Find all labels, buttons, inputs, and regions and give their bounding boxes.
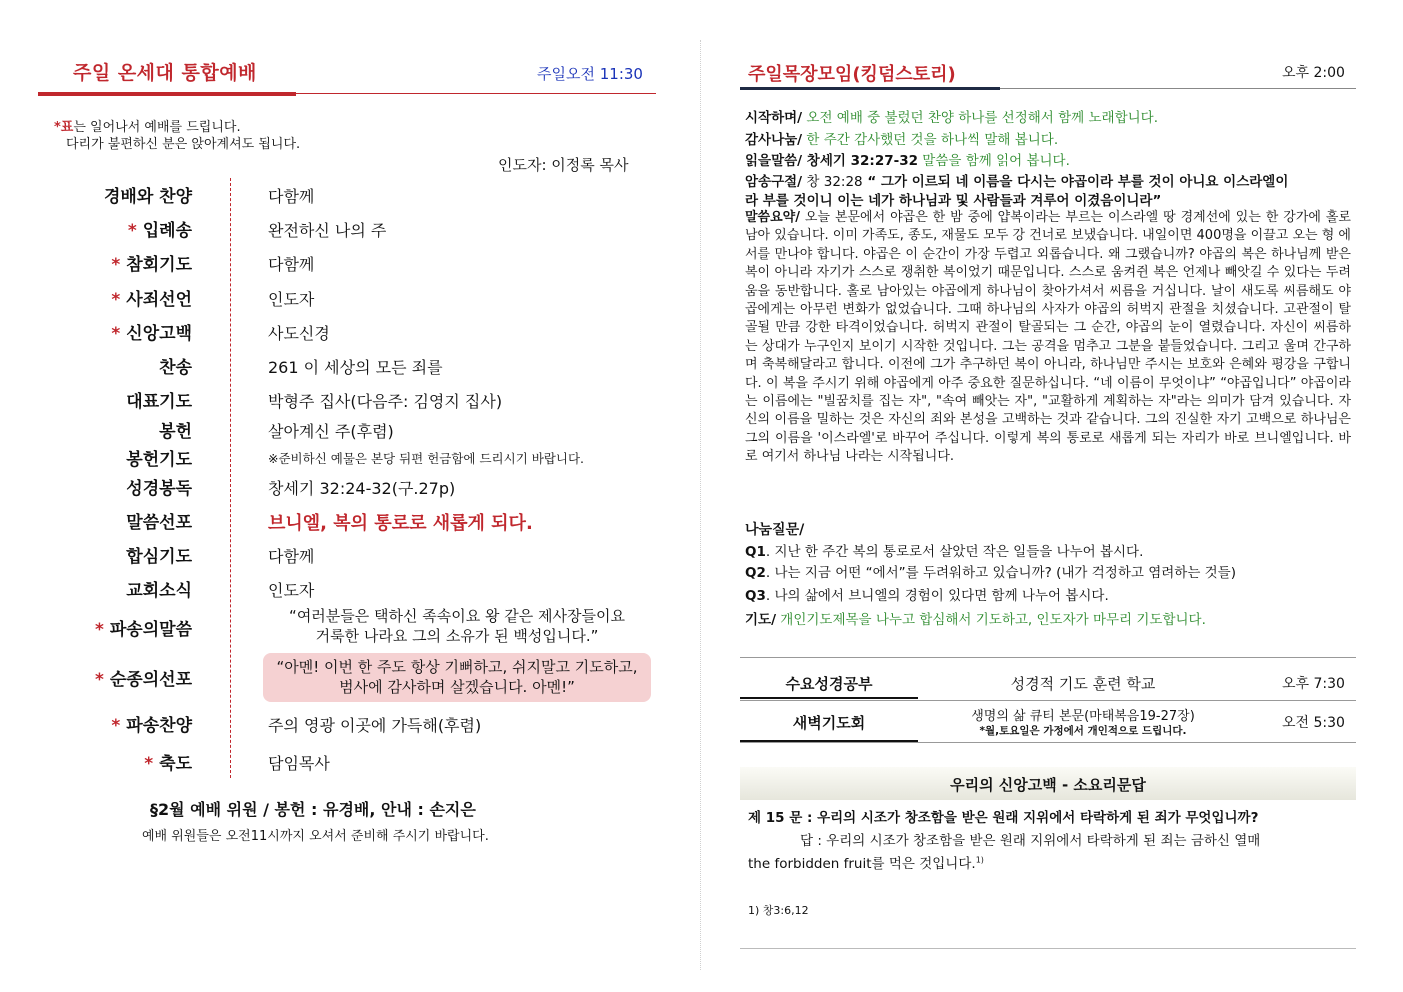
order-content-scripture-reading: 창세기 32:24-32(구.27p) bbox=[268, 479, 456, 498]
order-content-unison-prayer: 다함께 bbox=[268, 547, 315, 566]
order-label-confession-prayer: * 참회기도 bbox=[111, 255, 192, 275]
order-label-sending-song: * 파송찬양 bbox=[111, 716, 192, 736]
order-label-sending-word: * 파송의말씀 bbox=[94, 620, 192, 640]
order-content-offering-prayer: ※준비하신 예물은 본당 뒤편 헌금함에 드리시기 바랍니다. bbox=[268, 451, 585, 466]
title-underline-red bbox=[38, 92, 296, 96]
reading-line: 읽을말씀/ 창세기 32:27-32 말씀을 함께 읽어 봅니다. bbox=[745, 153, 1070, 169]
order-label-offering-prayer: 봉헌기도 bbox=[126, 450, 192, 470]
notice-text: 는 일어나서 예배를 드립니다. bbox=[73, 120, 241, 135]
footer-rule bbox=[740, 948, 1356, 949]
wednesday-study-label: 수요성경공부 bbox=[785, 675, 873, 693]
order-label-obedience-declaration: * 순종의선포 bbox=[94, 670, 192, 690]
order-content-praise: 다함께 bbox=[268, 187, 315, 206]
dawn-prayer-time: 오전 5:30 bbox=[1282, 715, 1345, 731]
wednesday-label-underline bbox=[740, 697, 918, 699]
order-divider-line bbox=[230, 178, 231, 778]
order-label-praise: 경배와 찬양 bbox=[103, 187, 192, 207]
order-content-sending-song: 주의 영광 이곳에 가득해(후렴) bbox=[268, 716, 482, 735]
thanks-line: 감사나눔/ 한 주간 감사했던 것을 하나씩 말해 봅니다. bbox=[745, 132, 1059, 148]
question-1: Q1. 지난 한 주간 복의 통로로서 살았던 작은 일들을 나누어 봅시다. bbox=[745, 544, 1144, 560]
worship-duty: §2월 예배 위원 / 봉헌 : 유경배, 안내 : 손지은 bbox=[150, 800, 476, 819]
order-label-church-news: 교회소식 bbox=[126, 581, 192, 601]
notice-star-mark: *표 bbox=[54, 120, 74, 135]
title-underline-line bbox=[296, 93, 656, 94]
order-label-hymn: 찬송 bbox=[159, 358, 192, 378]
order-content-sending-word: “여러분들은 택하신 족속이요 왕 같은 제사장들이요 거룩한 나라요 그의 소유가 된 백성입니다.” bbox=[289, 607, 625, 645]
order-content-obedience-declaration: “아멘! 이번 한 주도 항상 기뻐하고, 쉬지말고 기도하고, 범사에 감사하며 살겠습니다. 아멘!” bbox=[276, 658, 638, 696]
schedule-row-divider bbox=[740, 700, 1356, 701]
catechism-title: 우리의 신앙고백 - 소요리문답 bbox=[950, 776, 1146, 794]
schedule-bottom-border bbox=[740, 742, 1356, 743]
dawn-prayer-note: *월,토요일은 가정에서 개인적으로 드립니다. bbox=[979, 725, 1187, 737]
order-content-entrance-song: 완전하신 나의 주 bbox=[268, 221, 387, 240]
question-3: Q3. 나의 삶에서 브니엘의 경험이 있다면 함께 나누어 봅시다. bbox=[745, 588, 1109, 604]
footnote-ref: 1) bbox=[975, 855, 984, 865]
order-label-offering: 봉헌 bbox=[159, 422, 192, 442]
order-content-sermon-title: 브니엘, 복의 통로로 새롭게 되다. bbox=[268, 513, 533, 534]
seated-notice: 다리가 불편하신 분은 앉아계셔도 됩니다. bbox=[66, 137, 301, 152]
page-divider bbox=[700, 40, 701, 970]
order-label-representative-prayer: 대표기도 bbox=[126, 392, 192, 412]
title-underline-dark bbox=[740, 87, 1000, 90]
title-underline-line bbox=[1000, 88, 1356, 89]
left-page-title: 주일 온세대 통합예배 bbox=[73, 62, 257, 84]
order-label-sermon: 말씀선포 bbox=[126, 513, 192, 533]
order-content-hymn: 261 이 세상의 모든 죄를 bbox=[268, 358, 443, 377]
start-line: 시작하며/ 오전 예배 중 불렀던 찬양 하나를 선정해서 함께 노래합니다. bbox=[745, 110, 1159, 126]
order-label-benediction: * 축도 bbox=[144, 754, 192, 774]
worship-leader: 인도자: 이정록 목사 bbox=[498, 156, 629, 174]
meeting-time: 오후 2:00 bbox=[1282, 65, 1345, 81]
service-time: 주일오전 11:30 bbox=[537, 65, 643, 83]
memory-verse-line1: 암송구절/ 창 32:28 “ 그가 이르되 네 이름을 다시는 야곱이라 부를 것이 아니요 이스라엘이 bbox=[745, 174, 1289, 190]
wednesday-study-desc: 성경적 기도 훈련 학교 bbox=[1010, 675, 1156, 693]
right-page-title: 주일목장모임(킹덤스토리) bbox=[748, 64, 956, 85]
order-content-absolution: 인도자 bbox=[268, 290, 315, 309]
catechism-answer-continued: the forbidden fruit를 먹은 것입니다.$^{1)}$ bbox=[748, 855, 984, 872]
order-label-absolution: * 사죄선언 bbox=[111, 290, 192, 310]
wednesday-study-time: 오후 7:30 bbox=[1282, 676, 1345, 692]
order-label-unison-prayer: 합심기도 bbox=[126, 547, 192, 567]
question-2: Q2. 나는 지금 어떤 “에서”를 두려워하고 있습니까? (내가 걱정하고 염려하는 것들) bbox=[745, 565, 1236, 581]
catechism-question: 제 15 문 : 우리의 시조가 창조함을 받은 원래 지위에서 타락하게 된 죄가 무엇입니까? bbox=[748, 810, 1259, 826]
dawn-prayer-desc: 생명의 삶 큐티 본문(마태복음19-27장) bbox=[971, 709, 1195, 724]
order-content-confession-prayer: 다함께 bbox=[268, 255, 315, 274]
worship-duty-note: 예배 위원들은 오전11시까지 오셔서 준비해 주시기 바랍니다. bbox=[142, 829, 489, 844]
prayer-line: 기도/ 개인기도제목을 나누고 합심해서 기도하고, 인도자가 마무리 기도합니다. bbox=[745, 612, 1206, 628]
questions-heading: 나눔질문/ bbox=[745, 522, 805, 538]
order-content-creed: 사도신경 bbox=[268, 324, 330, 343]
order-label-scripture-reading: 성경봉독 bbox=[126, 479, 192, 499]
catechism-answer: 답 : 우리의 시조가 창조함을 받은 원래 지위에서 타락하게 된 죄는 금하신 열매 bbox=[800, 833, 1261, 849]
order-label-creed: * 신앙고백 bbox=[111, 324, 192, 344]
memory-verse-line2: 라 부를 것이니 이는 네가 하나님과 및 사람들과 겨루어 이겼음이니라” bbox=[745, 193, 1162, 209]
sermon-summary: 말씀요약/ 오늘 본문에서 야곱은 한 밤 중에 얍복이라는 부르는 이스라엘 땅 경계선에 있는 한 강가에 홀로 남아 있습니다. 이미 가족도, 종도, 재물도 모두 강 건너로 보냈습니다. 내일이면 400명을 이끌고 오는 형 에서를 만나야 합니다. 야곱은 이 순간이 가장 두렵고 외롭습니다. 왜 그랬습니까? 야곱의 복은 하나님께 받은 복이 아니라 자기가 스스로 쟁취한 복이었기 때문입니다. 스스로 움켜쥔 복은 언제나 빼앗길 수 있다는 두려움을 동반합니다. 홀로 남아있는 야곱에게 하나님이 찾아가셔서 씨름을 거십니다. 날이 새도록 씨름해도 야곱에게는 아무런 변화가 없었습니다. 그때 하나님의 사자가 야곱의 허벅지 관절을 치셨습니다. 고관절이 탈골될 만큼 강한 타격이었습니다. 허벅지 관절이 탈골되는 그 순간, 야곱의 눈이 열렸습니다. 자신이 씨름하는 상대가 누구인지 보이기 시작한 것입니다. 그는 공격을 멈추고 그분을 붙들었습니다. 그리고 울며 간구하며 축복해달라고 합니다. 이전에 그가 추구하던 복이 아니라, 하나님만 주시는 보호와 은혜와 평강을 구합니다. 이 복을 주시기 위해 야곱에게 아주 중요한 질문하십니다. “네 이름이 무엇이냐” “야곱입니다” 야곱이라는 이름에는 "빌꿈치를 집는 자", "속여 빼앗는 자", "교활하게 계획하는 자"라는 의미가 담겨 있습니다. 자신의 이름을 밀하는 것은 자신의 죄와 본성을 고백하는 것과 같습니다. 그의 진실한 자기 고백으로 하나님은 그의 이름을 '이스라엘'로 바꾸어 주십니다. 이렇게 복의 통로로 새롭게 되는 자리가 바로 브니엘입니다. 바로 여기서 하나님 나라는 시작됩니다. bbox=[745, 210, 1351, 465]
order-content-offering: 살아계신 주(후렴) bbox=[268, 422, 394, 441]
order-content-benediction: 담임목사 bbox=[268, 754, 330, 773]
footnote: 1) 창3:6,12 bbox=[748, 904, 809, 917]
schedule-top-border bbox=[740, 657, 1356, 658]
order-label-entrance-song: * 입례송 bbox=[127, 221, 192, 241]
dawn-prayer-label: 새벽기도회 bbox=[792, 714, 866, 732]
order-content-representative-prayer: 박형주 집사(다음주: 김영지 집사) bbox=[268, 392, 503, 411]
order-content-church-news: 인도자 bbox=[268, 581, 315, 600]
